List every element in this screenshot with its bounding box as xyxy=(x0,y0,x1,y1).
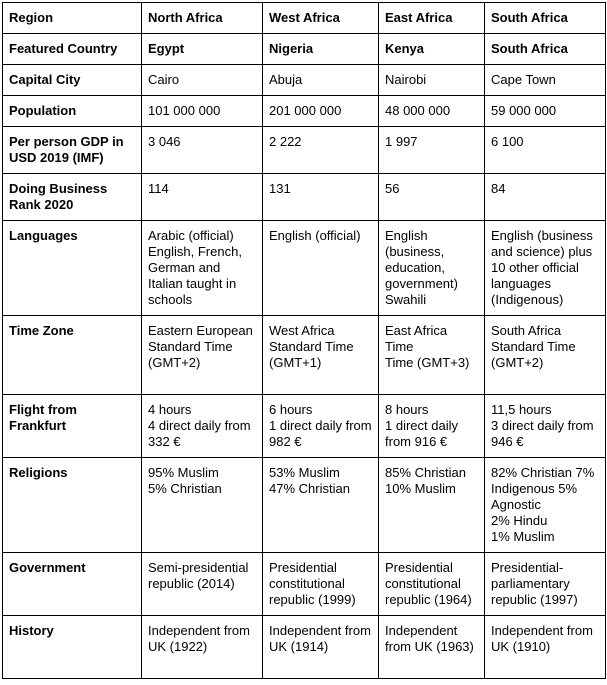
cell-text: 1 direct daily from 982 € xyxy=(269,418,372,449)
table-cell xyxy=(485,395,606,458)
cell-text: Cape Town xyxy=(491,72,556,87)
cell-text: 53% Muslim xyxy=(269,465,340,480)
table-cell xyxy=(263,34,379,65)
cell-text: 3 direct daily from 946 € xyxy=(491,418,594,449)
table-cell xyxy=(485,34,606,65)
table-cell xyxy=(142,221,263,316)
cell-text: Eastern European Standard Time (GMT+2) xyxy=(148,323,253,370)
cell-text: 10% Muslim xyxy=(385,481,456,496)
row-label-gdp-per-person: Per person GDP in USD 2019 (IMF) xyxy=(3,127,142,174)
table-cell xyxy=(379,174,485,221)
cell-text: East Africa xyxy=(385,10,453,25)
cell-text: English (official) xyxy=(269,228,361,243)
cell-text: English, French, German and Italian taught in schools xyxy=(148,244,242,307)
cell-text: Kenya xyxy=(385,41,425,56)
table-cell xyxy=(379,316,485,395)
cell-text: North Africa xyxy=(148,10,223,25)
table-cell xyxy=(485,127,606,174)
row-label-languages: Languages xyxy=(3,221,142,316)
table-cell xyxy=(263,96,379,127)
table-row-flight-from-frankfurt xyxy=(3,395,606,458)
cell-text: Semi-presidential republic (2014) xyxy=(148,560,249,591)
cell-text: Swahili xyxy=(385,292,427,307)
table-row-featured-country xyxy=(3,34,606,65)
cell-text: Independent from UK (1922) xyxy=(148,623,250,654)
row-label-flight-from-frankfurt: Flight from Frankfurt xyxy=(3,395,142,458)
cell-text: 85% Christian xyxy=(385,465,466,480)
table-cell xyxy=(379,127,485,174)
cell-text: South Africa xyxy=(491,10,568,25)
table-cell xyxy=(379,96,485,127)
table-cell xyxy=(263,65,379,96)
cell-text: 95% Muslim xyxy=(148,465,219,480)
table-cell xyxy=(485,316,606,395)
table-cell xyxy=(263,3,379,34)
table-cell xyxy=(379,553,485,616)
table-row-languages xyxy=(3,221,606,316)
cell-text: West Africa Standard Time (GMT+1) xyxy=(269,323,354,370)
cell-text: Independent from UK (1914) xyxy=(269,623,371,654)
cell-text: English (business, education, government) xyxy=(385,228,458,291)
cell-text: 1 direct daily from 916 € xyxy=(385,418,458,449)
cell-text: 2 222 xyxy=(269,134,302,149)
table-row-time-zone xyxy=(3,316,606,395)
cell-text: 56 xyxy=(385,181,400,196)
table-cell xyxy=(142,34,263,65)
table-cell xyxy=(142,174,263,221)
table-cell xyxy=(485,553,606,616)
cell-text: Egypt xyxy=(148,41,185,56)
cell-text: 114 xyxy=(148,181,169,196)
cell-text: 8 hours xyxy=(385,402,429,417)
row-label-history: History xyxy=(3,616,142,679)
row-label-government: Government xyxy=(3,553,142,616)
table-cell xyxy=(485,3,606,34)
cell-text: 4 direct daily from 332 € xyxy=(148,418,251,449)
cell-text: Nairobi xyxy=(385,72,427,87)
row-label-doing-business-rank: Doing Business Rank 2020 xyxy=(3,174,142,221)
cell-text: 59 000 000 xyxy=(491,103,557,118)
table-cell xyxy=(379,3,485,34)
table-cell xyxy=(142,316,263,395)
table-cell xyxy=(142,395,263,458)
cell-text: 82% Christian 7% Indigenous 5% Agnostic xyxy=(491,465,595,512)
table-cell xyxy=(263,553,379,616)
table-cell xyxy=(142,458,263,553)
cell-text: 131 xyxy=(269,181,291,196)
row-label-capital-city: Capital City xyxy=(3,65,142,96)
africa-comparison-table xyxy=(2,2,606,679)
table-cell xyxy=(379,65,485,96)
cell-text: 6 hours xyxy=(269,402,313,417)
table-cell xyxy=(379,458,485,553)
table-cell xyxy=(142,3,263,34)
row-label-region: Region xyxy=(3,3,142,34)
row-label-time-zone: Time Zone xyxy=(3,316,142,395)
table-cell xyxy=(485,174,606,221)
cell-text: 201 000 000 xyxy=(269,103,342,118)
cell-text: 6 100 xyxy=(491,134,524,149)
cell-text: Nigeria xyxy=(269,41,314,56)
table-cell xyxy=(263,221,379,316)
table-cell xyxy=(142,65,263,96)
table-row-doing-business-rank xyxy=(3,174,606,221)
table-cell xyxy=(263,458,379,553)
table-cell xyxy=(379,34,485,65)
cell-text: East Africa Time xyxy=(385,323,448,354)
row-label-featured-country: Featured Country xyxy=(3,34,142,65)
table-row-gdp-per-person xyxy=(3,127,606,174)
table-cell xyxy=(379,395,485,458)
table-cell xyxy=(263,395,379,458)
table-row-government xyxy=(3,553,606,616)
table-cell xyxy=(379,616,485,679)
cell-text: West Africa xyxy=(269,10,340,25)
cell-text: Cairo xyxy=(148,72,180,87)
table-row-region xyxy=(3,3,606,34)
cell-text: 11,5 hours xyxy=(491,402,552,417)
cell-text: South Africa Standard Time (GMT+2) xyxy=(491,323,576,370)
cell-text: 1 997 xyxy=(385,134,418,149)
cell-text: 4 hours xyxy=(148,402,192,417)
cell-text: 84 xyxy=(491,181,506,196)
row-label-population: Population xyxy=(3,96,142,127)
table-cell xyxy=(263,174,379,221)
table-cell xyxy=(142,96,263,127)
table-row-capital-city xyxy=(3,65,606,96)
table-cell xyxy=(263,616,379,679)
table-row-history xyxy=(3,616,606,679)
cell-text: 48 000 000 xyxy=(385,103,451,118)
cell-text: 1% Muslim xyxy=(491,529,555,544)
cell-text: 2% Hindu xyxy=(491,513,548,528)
table-cell xyxy=(485,221,606,316)
table-row-population xyxy=(3,96,606,127)
table-cell xyxy=(485,458,606,553)
table-cell xyxy=(263,127,379,174)
cell-text: Arabic (official) xyxy=(148,228,234,243)
table-body xyxy=(3,3,606,679)
cell-text: Presidential constitutional republic (1964) xyxy=(385,560,472,607)
table-cell xyxy=(142,127,263,174)
table-cell xyxy=(379,221,485,316)
row-label-religions: Religions xyxy=(3,458,142,553)
cell-text: 3 046 xyxy=(148,134,181,149)
cell-text: 5% Christian xyxy=(148,481,222,496)
table-cell xyxy=(142,553,263,616)
cell-text: English (business and science) plus 10 other official languages (Indigenous) xyxy=(491,228,593,307)
cell-text: Presidential-parliamentary republic (1997) xyxy=(491,560,578,607)
table-cell xyxy=(142,616,263,679)
cell-text: 47% Christian xyxy=(269,481,350,496)
cell-text: South Africa xyxy=(491,41,568,56)
table-cell xyxy=(485,65,606,96)
table-row-religions xyxy=(3,458,606,553)
cell-text: Abuja xyxy=(269,72,303,87)
table-cell xyxy=(485,96,606,127)
cell-text: 101 000 000 xyxy=(148,103,221,118)
cell-text: Independent from UK (1963) xyxy=(385,623,474,654)
cell-text: Presidential constitutional republic (1999) xyxy=(269,560,356,607)
cell-text: Time (GMT+3) xyxy=(385,355,470,370)
cell-text: Independent from UK (1910) xyxy=(491,623,593,654)
table-cell xyxy=(485,616,606,679)
table-cell xyxy=(263,316,379,395)
